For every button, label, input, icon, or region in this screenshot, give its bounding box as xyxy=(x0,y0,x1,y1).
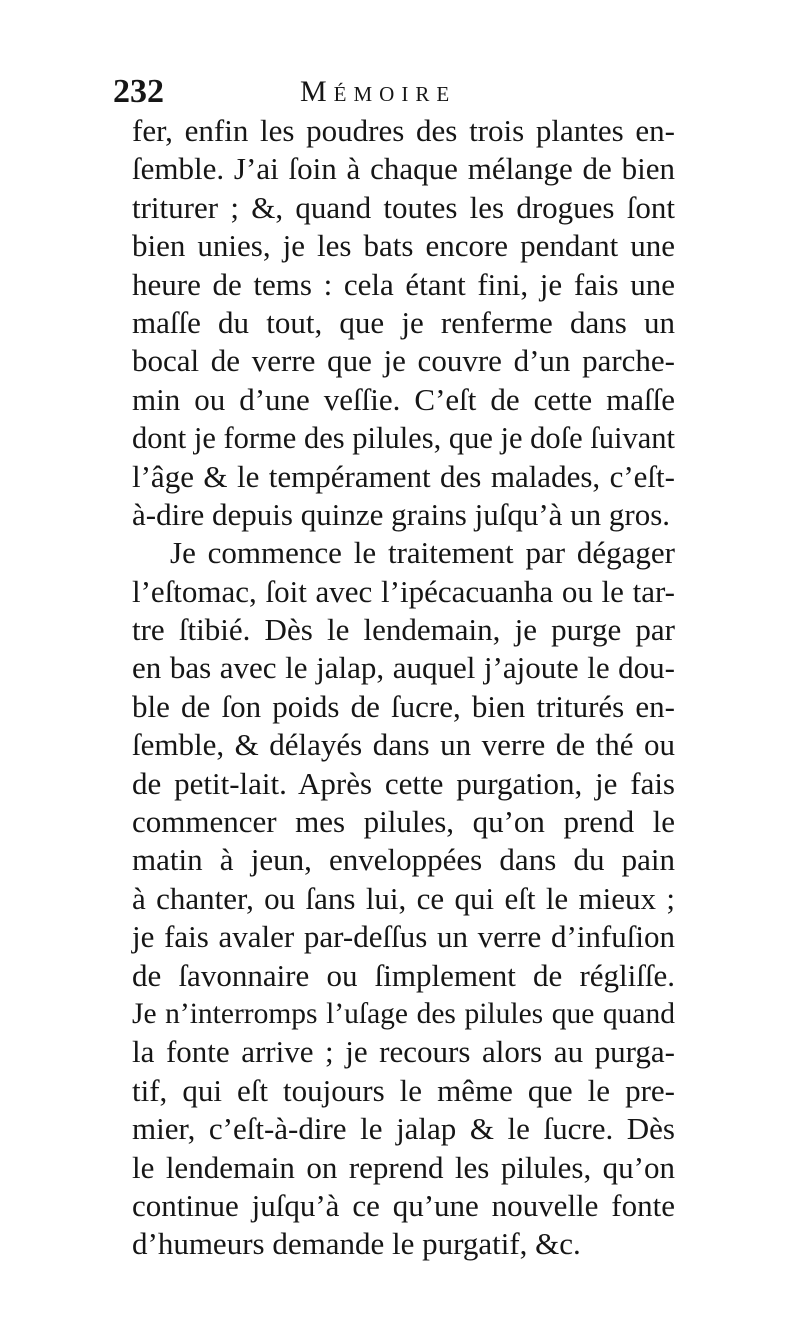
text-line: min ou d’une veſſie. C’eſt de cette maſſe xyxy=(132,381,675,417)
text-line: l’eſtomac, ſoit avec l’ipécacuanha ou le tar- xyxy=(132,573,675,609)
text-line: tre ſtibié. Dès le lendemain, je purge par xyxy=(132,612,675,648)
text-line: mier, c’eſt-à-dire le jalap & le ſucre. Dès xyxy=(132,1111,675,1147)
text-line: ſemble. J’ai ſoin à chaque mélange de bien xyxy=(132,151,675,187)
text-line: je fais avaler par-deſſus un verre d’infuſion xyxy=(132,919,675,955)
text-line: fer, enfin les poudres des trois plantes en- xyxy=(132,113,675,148)
running-head xyxy=(113,72,673,112)
text-line: heure de tems : cela étant fini, je fais une xyxy=(132,266,675,302)
text-line: tif, qui eſt toujours le même que le pre- xyxy=(132,1072,675,1108)
text-line: ſemble, & délayés dans un verre de thé ou xyxy=(132,727,675,763)
running-title: Mémoire xyxy=(300,75,457,108)
text-line: bocal de verre que je couvre d’un parche- xyxy=(132,343,675,379)
text-line-paragraph-end: d’humeurs demande le purgatif, &c. xyxy=(132,1226,581,1262)
text-line: commencer mes pilules, qu’on prend le xyxy=(132,804,675,840)
text-line-paragraph-end: à-dire depuis quinze grains juſqu’à un gros. xyxy=(132,496,671,532)
text-line: de ſavonnaire ou ſimplement de régliſſe. xyxy=(132,957,675,993)
text-line: Je n’interromps l’uſage des pilules que quand xyxy=(132,997,675,1030)
text-line: continue juſqu’à ce qu’une nouvelle fonte xyxy=(132,1187,675,1223)
text-line: en bas avec le jalap, auquel j’ajoute le dou- xyxy=(132,650,675,686)
text-line: maſſe du tout, que je renferme dans un xyxy=(132,304,675,340)
text-line: dont je forme des pilules, que je doſe ſuivant xyxy=(132,421,675,456)
page-number: 232 xyxy=(113,73,164,110)
text-line: l’âge & le tempérament des malades, c’eſt- xyxy=(132,458,675,494)
text-line: triturer ; &, quand toutes les drogues ſont xyxy=(132,189,675,225)
text-line: la fonte arrive ; je recours alors au purga- xyxy=(132,1034,675,1070)
text-line: bien unies, je les bats encore pendant une xyxy=(132,228,675,264)
text-line: à chanter, ou ſans lui, ce qui eſt le mieux ; xyxy=(132,880,675,916)
text-line: ble de ſon poids de ſucre, bien triturés en- xyxy=(132,688,675,724)
text-line: matin à jeun, enveloppées dans du pain xyxy=(132,842,675,878)
body-text xyxy=(132,112,675,1264)
text-line: le lendemain on reprend les pilules, qu’on xyxy=(132,1149,675,1185)
text-line: de petit-lait. Après cette purgation, je fais xyxy=(132,765,675,801)
text-line-paragraph-start: Je commence le traitement par dégager xyxy=(170,535,675,571)
